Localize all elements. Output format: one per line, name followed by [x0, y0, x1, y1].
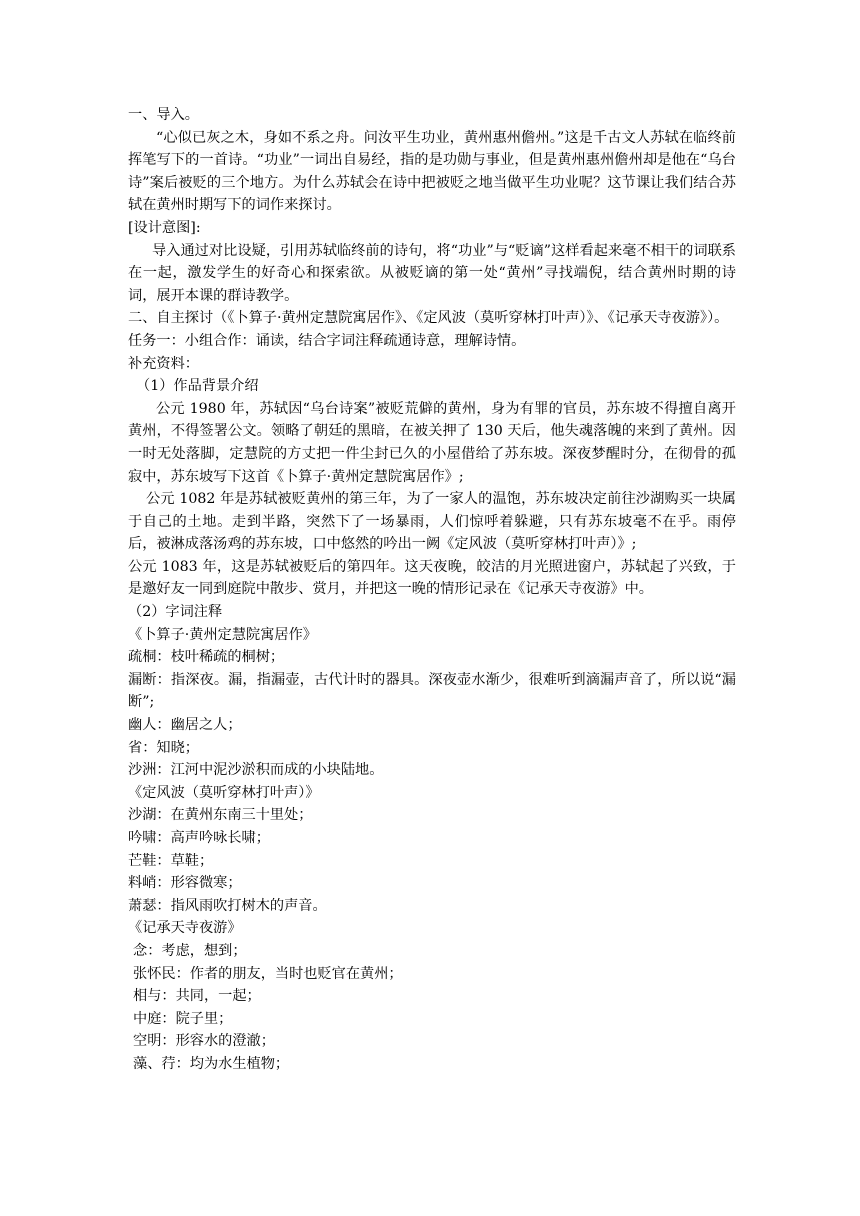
poem2-note: 萧瑟：指风雨吹打树木的声音。	[128, 897, 327, 914]
design-intent-label: [设计意图]:	[128, 219, 201, 236]
poem1-note: 省：知晓；	[128, 739, 199, 756]
background-paragraph-2: 公元 1082 年是苏轼被贬黄州的第三年，为了一家人的温饱，苏东坡决定前往沙湖购买一块属于自己的土地。走到半路，突然下了一场暴雨，人们惊呼着躲避，只有苏东坡毫不在乎。雨停后，被淋成落汤鸡的苏东坡，口中悠然的吟出一阙《定风波（莫听穿林打叶声）》;	[128, 491, 736, 553]
section2-heading: 二、自主探讨（《卜算子·黄州定慧院寓居作》、《定风波（莫听穿林打叶声）》、《记承天寺夜游》）。	[128, 310, 729, 327]
background-paragraph-3: 公元 1083 年，这是苏轼被贬后的第四年。这天夜晚，皎洁的月光照进窗户，苏轼起了兴致，于是邀好友一同到庭院中散步、赏月，并把这一晚的情形记录在《记承天寺夜游》中。	[128, 558, 736, 598]
poem3-note: 张怀民：作者的朋友，当时也贬官在黄州；	[133, 965, 403, 982]
poem3-note: 相与：共同，一起；	[133, 988, 261, 1005]
supplement-label: 补充资料：	[128, 355, 199, 372]
poem3-note: 藻、荇：均为水生植物；	[133, 1055, 290, 1072]
design-intent-paragraph: 导入通过对比设疑，引用苏轼临终前的诗句，将“功业”与“贬谪”这样看起来毫不相干的词联系在一起，激发学生的好奇心和探索欲。从被贬谪的第一处“黄州”寻找端倪，结合黄州时期的诗词，展开本课的群诗教学。	[128, 242, 736, 304]
poem2-note: 吟啸：高声吟咏长啸；	[128, 830, 270, 846]
poem2-note: 芒鞋：草鞋；	[128, 852, 214, 869]
poem2-note: 料峭：形容微寒；	[128, 875, 242, 892]
intro-paragraph: “心似已灰之木，身如不系之舟。问汝平生功业，黄州惠州儋州。”这是千古文人苏轼在临终前挥笔写下的一首诗。“功业”一词出自易经，指的是功勋与事业，但是黄州惠州儋州却是他在“乌台诗”案后被贬的三个地方。为什么苏轼会在诗中把被贬之地当做平生功业呢？这节课让我们结合苏轼在黄州时期写下的词作来探讨。	[128, 129, 736, 214]
poem3-note: 空明：形容水的澄澈；	[133, 1033, 275, 1050]
poem2-note: 沙湖：在黄州东南三十里处；	[128, 807, 313, 824]
poem3-note: 念：考虑，想到；	[133, 942, 247, 959]
poem1-note: 漏断：指深夜。漏，指漏壶，古代计时的器具。深夜壶水渐少，很难听到滴漏声音了，所以说“漏断”;	[128, 671, 736, 711]
poem1-note: 幽人：幽居之人；	[128, 717, 242, 734]
background-heading: （1）作品背景介绍	[136, 378, 259, 395]
poem2-title: 《定风波（莫听穿林打叶声）》	[128, 784, 320, 801]
background-paragraph-1: 公元 1980 年，苏轼因“乌台诗案”被贬荒僻的黄州，身为有罪的官员，苏东坡不得擅自离开黄州，不得签署公文。领略了朝廷的黑暗，在被关押了 130 天后，他失魂落魄的来到了黄州。因一时无处落脚，定慧院的方丈把一件尘封已久的小屋借给了苏东坡。深夜梦醒时分，在彻骨的孤寂中，苏东坡写下这首《卜算子·黄州定慧院寓居作》;	[128, 400, 736, 485]
intro-heading: 一、导入。	[128, 107, 199, 123]
poem3-title: 《记承天寺夜游》	[128, 920, 242, 937]
poem1-note: 疏桐：枝叶稀疏的桐树；	[128, 649, 285, 666]
poem1-note: 沙洲：江河中泥沙淤积而成的小块陆地。	[128, 762, 384, 779]
poem3-note: 中庭：院子里；	[133, 1010, 233, 1027]
task1-text: 任务一：小组合作：诵读，结合字词注释疏通诗意，理解诗情。	[128, 332, 526, 349]
document-page	[128, 104, 736, 1076]
notes-heading: （2）字词注释	[128, 604, 223, 621]
poem1-title: 《卜算子·黄州定慧院寓居作》	[128, 626, 317, 643]
